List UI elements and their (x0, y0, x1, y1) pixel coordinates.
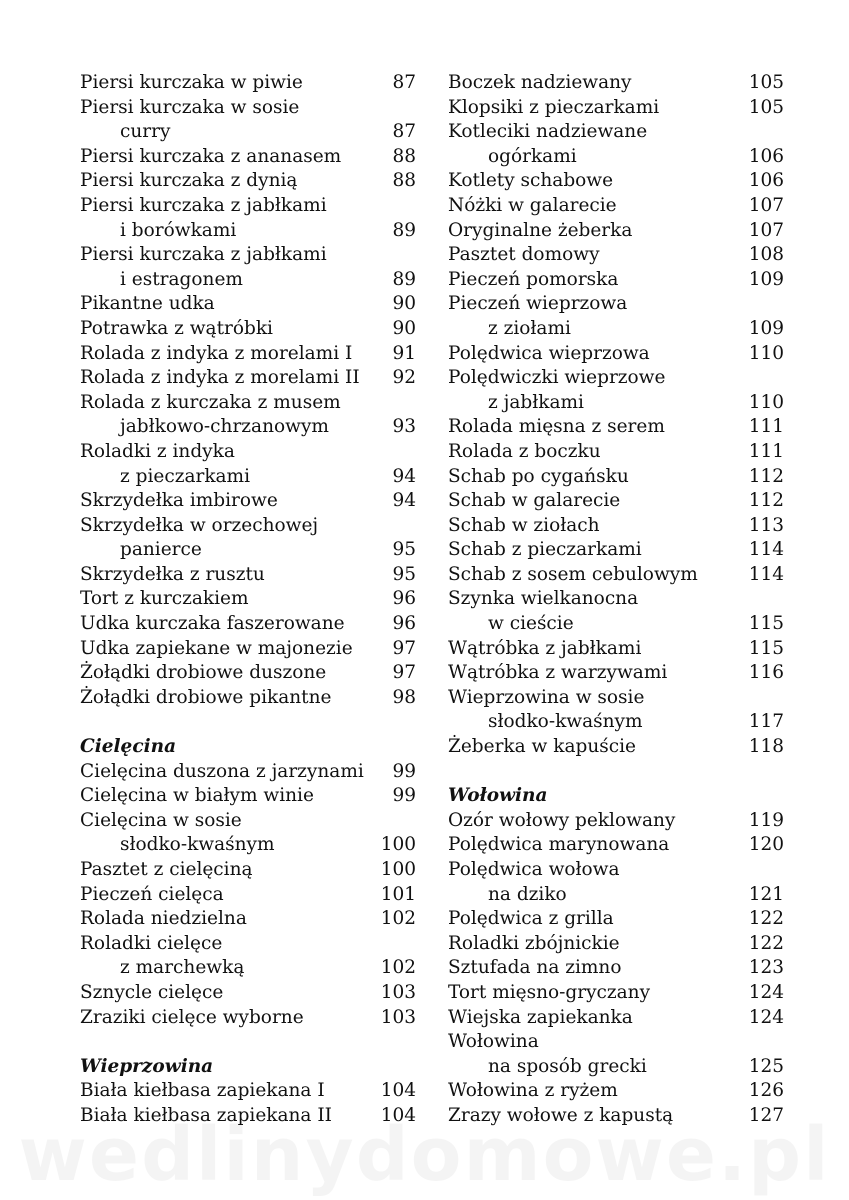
page-number: 111 (748, 440, 784, 462)
page-number: 122 (748, 932, 784, 954)
page-number: 112 (748, 465, 784, 487)
page-number: 95 (392, 539, 416, 561)
index-entry (80, 71, 416, 96)
index-entry (80, 932, 416, 957)
index-entry (448, 489, 784, 514)
page-number: 101 (380, 883, 416, 905)
entry-title: Piersi kurczaka z ananasem (80, 145, 342, 167)
page-number: 88 (392, 145, 416, 167)
page-number: 110 (748, 342, 784, 364)
section-heading (80, 1055, 416, 1080)
page-number: 96 (392, 613, 416, 635)
page-number: 123 (748, 957, 784, 979)
index-entry (80, 415, 416, 440)
index-entry (80, 366, 416, 391)
entry-title: Ozór wołowy peklowany (448, 809, 676, 831)
page-number: 114 (748, 563, 784, 585)
page-number: 100 (380, 859, 416, 880)
page-number: 91 (392, 342, 416, 364)
index-entry (448, 563, 784, 588)
index-entry (448, 514, 784, 539)
entry-title: Polędwica wieprzowa (448, 342, 650, 364)
page-number: 89 (392, 268, 416, 290)
entry-title: i borówkami (120, 219, 237, 241)
index-entry (80, 489, 416, 514)
entry-title: słodko-kwaśnym (488, 711, 643, 733)
page-number: 90 (392, 293, 416, 315)
entry-title: Skrzydełka w orzechowej (80, 514, 319, 536)
page-number: 102 (380, 957, 416, 979)
section-title: Wieprzowina (80, 1055, 214, 1077)
entry-title: Oryginalne żeberka (448, 219, 633, 241)
index-entry (448, 96, 784, 121)
index-entry (80, 465, 416, 490)
entry-title: słodko-kwaśnym (120, 834, 275, 856)
entry-title: Cielęcina w sosie (80, 809, 242, 831)
index-entry (448, 833, 784, 858)
entry-title: Polędwica marynowana (448, 834, 670, 856)
entry-title: Roladki cielęce (80, 932, 223, 954)
page-number: 105 (748, 72, 784, 93)
index-entry (80, 956, 416, 981)
entry-title: Pasztet z cielęciną (80, 859, 253, 880)
index-entry (80, 833, 416, 858)
page-number: 92 (392, 367, 416, 389)
page-number: 96 (392, 588, 416, 610)
index-entry (448, 1055, 784, 1080)
entry-title: z pieczarkami (120, 465, 251, 487)
index-entry (80, 440, 416, 465)
entry-title: Rolada z boczku (448, 440, 601, 462)
entry-title: Rolada niedzielna (80, 908, 247, 930)
page-number: 102 (380, 908, 416, 930)
index-entry (80, 784, 416, 809)
index-entry (448, 71, 784, 96)
index-entry (448, 120, 784, 145)
page-number: 97 (392, 637, 416, 659)
entry-title: Pasztet domowy (448, 244, 600, 266)
entry-title: ogórkami (488, 145, 577, 167)
entry-title: Kotleciki nadziewane (448, 121, 648, 143)
entry-title: Boczek nadziewany (448, 72, 632, 93)
index-entry (80, 538, 416, 563)
entry-title: i estragonem (120, 268, 243, 290)
spacer (448, 760, 784, 785)
page-number: 106 (748, 170, 784, 192)
page-number: 117 (748, 711, 784, 733)
entry-title: Roladki zbójnickie (448, 932, 620, 954)
entry-title: Wątróbka z jabłkami (448, 637, 642, 659)
page-number: 115 (748, 637, 784, 659)
entry-title: Żeberka w kapuście (448, 736, 636, 758)
index-entry (448, 1079, 784, 1104)
entry-title: Zrazy wołowe z kapustą (448, 1104, 674, 1126)
spacer (80, 710, 416, 735)
entry-title: Potrawka z wątróbki (80, 317, 273, 339)
index-entry (448, 686, 784, 711)
entry-title: Wieprzowina w sosie (448, 686, 645, 708)
index-entry (448, 661, 784, 686)
index-column-right (448, 71, 784, 1129)
index-entry (448, 292, 784, 317)
entry-title: Pieczeń wieprzowa (448, 293, 628, 315)
entry-title: Schab po cygańsku (448, 465, 629, 487)
index-entry (80, 145, 416, 170)
entry-title: Piersi kurczaka w sosie (80, 96, 300, 118)
page-number: 116 (748, 662, 784, 684)
index-entry (448, 956, 784, 981)
page-number: 109 (748, 268, 784, 290)
page-number: 125 (748, 1055, 784, 1077)
index-entry (448, 342, 784, 367)
entry-title: Pikantne udka (80, 293, 215, 315)
page-number: 118 (748, 736, 784, 758)
index-entry (80, 391, 416, 416)
index-entry (448, 932, 784, 957)
entry-title: panierce (120, 539, 202, 561)
page-number: 105 (748, 96, 784, 118)
page-number: 119 (748, 809, 784, 831)
page-number: 98 (392, 686, 416, 708)
index-entry (80, 317, 416, 342)
entry-title: Wiejska zapiekanka (448, 1006, 633, 1028)
page-number: 88 (392, 170, 416, 192)
index-entry (448, 907, 784, 932)
entry-title: Udka kurczaka faszerowane (80, 613, 345, 635)
entry-title: Sztufada na zimno (448, 957, 622, 979)
index-entry (448, 538, 784, 563)
page-number: 90 (392, 317, 416, 339)
index-entry (448, 710, 784, 735)
page-number: 111 (748, 416, 784, 438)
index-entry (80, 587, 416, 612)
index-entry (80, 219, 416, 244)
spacer (80, 1030, 416, 1055)
page-number: 107 (748, 194, 784, 216)
index-entry (80, 514, 416, 539)
index-entry (80, 120, 416, 145)
page-number: 112 (748, 490, 784, 512)
index-entry (80, 243, 416, 268)
index-entry (80, 268, 416, 293)
entry-title: Cielęcina w białym winie (80, 785, 314, 807)
index-entry (448, 391, 784, 416)
entry-title: Kotlety schabowe (448, 170, 614, 192)
index-entry (448, 858, 784, 883)
page-number: 99 (392, 785, 416, 807)
index-entry (448, 1030, 784, 1055)
index-entry (448, 440, 784, 465)
page-number: 124 (748, 981, 784, 1003)
entry-title: Sznycle cielęce (80, 981, 224, 1003)
entry-title: Rolada mięsna z serem (448, 416, 665, 438)
index-entry (448, 587, 784, 612)
page-number: 127 (748, 1104, 784, 1126)
index-entry (80, 907, 416, 932)
watermark (0, 1112, 849, 1198)
page-number: 109 (748, 317, 784, 339)
page-number: 93 (392, 416, 416, 438)
entry-title: w cieście (488, 613, 574, 635)
page-number: 103 (380, 981, 416, 1003)
index-entry (80, 563, 416, 588)
entry-title: Pieczeń pomorska (448, 268, 619, 290)
entry-title: Pieczeń cielęca (80, 883, 224, 905)
index-column-left (80, 71, 416, 1129)
entry-title: Zraziki cielęce wyborne (80, 1006, 304, 1028)
page-number: 108 (748, 244, 784, 266)
index-entry (448, 268, 784, 293)
page-number: 97 (392, 662, 416, 684)
page-number: 87 (392, 121, 416, 143)
entry-title: Wątróbka z warzywami (448, 662, 668, 684)
index-entry (448, 883, 784, 908)
section-title: Wołowina (448, 785, 548, 807)
entry-title: Piersi kurczaka z jabłkami (80, 194, 327, 216)
entry-title: Biała kiełbasa zapiekana I (80, 1080, 325, 1102)
entry-title: Żołądki drobiowe pikantne (80, 686, 332, 708)
index-entry (448, 735, 784, 760)
index-entry (80, 612, 416, 637)
entry-title: Skrzydełka imbirowe (80, 490, 278, 512)
page-number: 87 (392, 72, 416, 93)
entry-title: Roladki z indyka (80, 440, 235, 462)
index-entry (448, 243, 784, 268)
entry-title: Udka zapiekane w majonezie (80, 637, 353, 659)
index-entry (80, 194, 416, 219)
entry-title: Polędwica z grilla (448, 908, 614, 930)
page-number: 103 (380, 1006, 416, 1028)
section-heading (448, 784, 784, 809)
page-number: 124 (748, 1006, 784, 1028)
index-entry (80, 292, 416, 317)
index-entry (448, 366, 784, 391)
section-title: Cielęcina (80, 736, 177, 758)
index-entry (448, 415, 784, 440)
page-number: 94 (392, 490, 416, 512)
entry-title: Tort z kurczakiem (80, 588, 249, 610)
index-entry (80, 637, 416, 662)
index-entry (448, 1006, 784, 1031)
index-entry (80, 661, 416, 686)
entry-title: Schab z sosem cebulowym (448, 563, 698, 585)
entry-title: z ziołami (488, 317, 571, 339)
page-number: 126 (748, 1080, 784, 1102)
index-entry (448, 317, 784, 342)
index-entry (448, 219, 784, 244)
page-number: 100 (380, 834, 416, 856)
entry-title: Piersi kurczaka w piwie (80, 72, 303, 93)
entry-title: Piersi kurczaka z jabłkami (80, 244, 327, 266)
page-number: 114 (748, 539, 784, 561)
page-number: 122 (748, 908, 784, 930)
index-entry (448, 145, 784, 170)
page-number: 99 (392, 760, 416, 782)
index-entry (448, 465, 784, 490)
entry-title: Schab w galarecie (448, 490, 621, 512)
page-number: 106 (748, 145, 784, 167)
entry-title: Schab w ziołach (448, 514, 600, 536)
entry-title: Szynka wielkanocna (448, 588, 639, 610)
index-entry (80, 96, 416, 121)
entry-title: Wołowina (448, 1031, 539, 1053)
index-entry (80, 169, 416, 194)
entry-title: na dziko (488, 883, 567, 905)
index-entry (80, 1079, 416, 1104)
index-entry (80, 342, 416, 367)
entry-title: Klopsiki z pieczarkami (448, 96, 660, 118)
entry-title: Rolada z indyka z morelami I (80, 342, 353, 364)
index-entry (448, 194, 784, 219)
entry-title: Polędwica wołowa (448, 859, 620, 880)
entry-title: curry (120, 121, 171, 143)
entry-title: Nóżki w galarecie (448, 194, 617, 216)
entry-title: z jabłkami (488, 391, 584, 413)
page-number: 104 (380, 1104, 416, 1126)
entry-title: na sposób grecki (488, 1055, 647, 1077)
index-entry (448, 169, 784, 194)
page-number: 113 (748, 514, 784, 536)
entry-title: z marchewką (120, 957, 245, 979)
index-entry (80, 883, 416, 908)
index-entry (80, 686, 416, 711)
entry-title: Wołowina z ryżem (448, 1080, 618, 1102)
entry-title: Biała kiełbasa zapiekana II (80, 1104, 332, 1126)
entry-title: Polędwiczki wieprzowe (448, 367, 666, 389)
page-number: 121 (748, 883, 784, 905)
index-entry (80, 858, 416, 883)
entry-title: Rolada z indyka z morelami II (80, 367, 360, 389)
entry-title: Schab z pieczarkami (448, 539, 642, 561)
index-entry (80, 981, 416, 1006)
index-entry (448, 809, 784, 834)
entry-title: Piersi kurczaka z dynią (80, 170, 298, 192)
entry-title: jabłkowo-chrzanowym (120, 416, 329, 438)
entry-title: Żołądki drobiowe duszone (80, 662, 327, 684)
page-number: 110 (748, 391, 784, 413)
index-entry (80, 760, 416, 785)
index-entry (80, 1006, 416, 1031)
index-entry (448, 981, 784, 1006)
entry-title: Tort mięsno-gryczany (448, 981, 651, 1003)
entry-title: Skrzydełka z rusztu (80, 563, 265, 585)
index-entry (448, 637, 784, 662)
entry-title: Rolada z kurczaka z musem (80, 391, 341, 413)
page-number: 120 (748, 834, 784, 856)
section-heading (80, 735, 416, 760)
page-number: 94 (392, 465, 416, 487)
page-number: 104 (380, 1080, 416, 1102)
page-number: 115 (748, 613, 784, 635)
page-number: 107 (748, 219, 784, 241)
page-number: 89 (392, 219, 416, 241)
entry-title: Cielęcina duszona z jarzynami (80, 760, 364, 782)
index-entry (448, 612, 784, 637)
page-number: 95 (392, 563, 416, 585)
index-entry (80, 809, 416, 834)
